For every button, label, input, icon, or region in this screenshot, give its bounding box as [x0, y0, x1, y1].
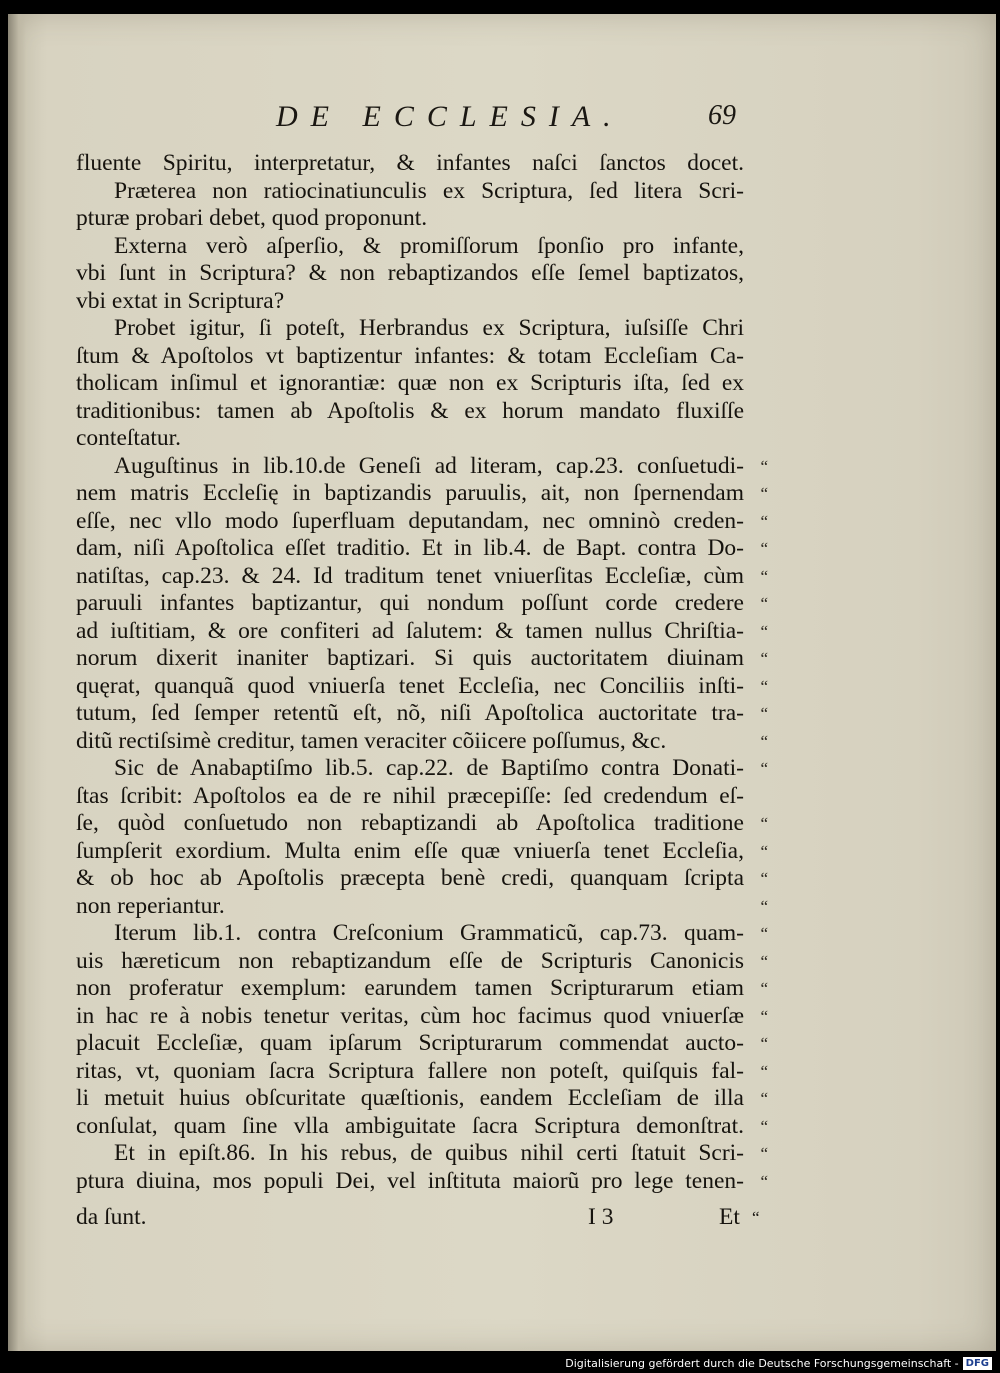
text-line: in hac re à nobis tenetur veritas, cùm hoc facimus quod vniuerſæ: [76, 1002, 744, 1029]
catchword: Et: [719, 1204, 740, 1230]
digitization-credit: [565, 1355, 992, 1371]
text-line: non reperiantur.: [76, 892, 225, 919]
quote-mark: “: [760, 951, 768, 971]
quote-mark: “: [760, 924, 768, 943]
quote-mark: “: [760, 621, 768, 641]
quote-mark: “: [760, 1061, 768, 1081]
quote-mark: “: [760, 484, 768, 503]
quote-mark: “: [760, 594, 768, 613]
running-title: DE ECCLESIA.: [276, 100, 624, 133]
quote-mark: “: [760, 704, 768, 723]
quote-mark: “: [760, 1171, 768, 1191]
quote-mark: “: [760, 511, 768, 531]
text-line: paruuli infantes baptizantur, qui nondum poſſunt corde credere: [76, 590, 744, 616]
credit-text: Digitalisierung gefördert durch die Deutsche Forschungsgemeinschaft -: [565, 1356, 959, 1370]
text-line: ad iuſtitiam, & ore confiteri ad ſalutem: & tamen nullus Chriſtia-: [76, 617, 744, 644]
quote-mark: “: [760, 979, 768, 998]
text-line: Præterea non ratiocinatiunculis ex Scriptura, ſed litera Scri-: [114, 177, 744, 204]
text-line: nem matris Eccleſię in baptizandis paruulis, ait, non ſpernendam: [76, 480, 744, 506]
page-header: [8, 100, 996, 140]
quote-mark: “: [760, 1006, 768, 1026]
text-line: conſulat, quam ſine vlla ambiguitate ſacra Scriptura demonſtrat.: [76, 1112, 744, 1139]
quote-mark: “: [760, 731, 768, 751]
dfg-logo: DFG: [963, 1357, 992, 1370]
text-line: ſe, quòd conſuetudo non rebaptizandi ab Apoſtolica traditione: [76, 810, 744, 836]
text-line: & ob hoc ab Apoſtolis præcepta benè credi, quanquam ſcripta: [76, 865, 744, 891]
quote-mark: “: [760, 566, 768, 586]
text-line: li metuit huius obſcuritate quæſtionis, eandem Eccleſiam de illa: [76, 1085, 744, 1111]
text-line: Externa verò aſperſio, & promiſſorum ſponſio pro infante,: [114, 232, 744, 259]
text-line: natiſtas, cap.23. & 24. Id traditum tenet vniuerſitas Eccleſiæ, cùm: [76, 562, 744, 589]
quote-mark: “: [760, 869, 768, 888]
quote-mark: “: [760, 841, 768, 861]
text-line: tholicam inſimul et ignorantiæ: quæ non ex Scripturis iſta, ſed ex: [76, 370, 744, 396]
text-line: conteſtatur.: [76, 425, 182, 451]
signature-mark: I 3: [588, 1204, 614, 1230]
quote-mark: “: [760, 1034, 768, 1053]
text-line: ſtum & Apoſtolos vt baptizentur infantes: & totam Eccleſiam Ca-: [76, 342, 744, 369]
text-line: Iterum lib.1. contra Creſconium Grammaticũ, cap.73. quam-: [114, 920, 744, 946]
text-line: non proferatur exemplum: earundem tamen Scripturarum etiam: [76, 975, 744, 1001]
text-line: Et in epiſt.86. In his rebus, de quibus nihil certi ſtatuit Scri-: [114, 1140, 744, 1166]
text-line: pturæ probari debet, quod proponunt.: [76, 205, 428, 231]
quote-mark: “: [760, 759, 768, 778]
quote-mark: “: [760, 1144, 768, 1163]
text-line: Auguſtinus in lib.10.de Geneſi ad literam, cap.23. conſuetudi-: [114, 452, 744, 479]
quote-mark: “: [760, 814, 768, 833]
text-line: ditũ rectiſsimè creditur, tamen veraciter cõiicere poſſumus, &c.: [76, 727, 667, 754]
text-line: uis hæreticum non rebaptizandum eſſe de Scripturis Canonicis: [76, 947, 744, 974]
text-line: fluente Spiritu, interpretatur, & infantes naſci ſanctos docet.: [76, 150, 744, 176]
text-line: Probet igitur, ſi poteſt, Herbrandus ex Scriptura, iuſsiſſe Chri: [114, 315, 744, 341]
text-line: ſumpſerit exordium. Multa enim eſſe quæ vniuerſa tenet Eccleſia,: [76, 837, 744, 864]
text-line: ſtas ſcribit: Apoſtolos ea de re nihil præcepiſſe: ſed credendum eſ-: [76, 782, 744, 809]
quote-mark: “: [760, 456, 768, 476]
text-line: norum dixerit inaniter baptizari. Si quis auctoritatem diuinam: [76, 645, 744, 671]
quote-mark: “: [752, 1208, 760, 1227]
text-line: traditionibus: tamen ab Apoſtolis & ex horum mandato fluxiſſe: [76, 397, 744, 424]
book-page: [8, 14, 996, 1351]
quote-mark: “: [760, 896, 768, 916]
text-line: ritas, vt, quoniam ſacra Scriptura fallere non poteſt, quiſquis fal-: [76, 1057, 744, 1084]
quote-mark: “: [760, 649, 768, 668]
text-line: vbi ſunt in Scriptura? & non rebaptizandos eſſe ſemel baptizatos,: [76, 260, 744, 286]
quote-mark: “: [760, 1089, 768, 1108]
text-line: ptura diuina, mos populi Dei, vel inſtituta maiorũ pro lege tenen-: [76, 1167, 744, 1194]
last-line-text: da ſunt.: [76, 1204, 147, 1230]
text-line: vbi extat in Scriptura?: [76, 287, 285, 314]
text-line: tutum, ſed ſemper retentũ eſt, nõ, niſi Apoſtolica auctoritate tra-: [76, 700, 744, 726]
text-line: placuit Eccleſiæ, quam ipſarum Scripturarum commendat aucto-: [76, 1030, 744, 1056]
page-footer: [76, 1204, 776, 1231]
text-line: quęrat, quanquã quod vniuerſa tenet Eccleſia, nec Conciliis inſti-: [76, 672, 744, 699]
quote-mark: “: [760, 539, 768, 558]
text-line: dam, niſi Apoſtolica eſſet traditio. Et in lib.4. de Bapt. contra Do-: [76, 535, 744, 561]
page-number: 69: [708, 100, 736, 131]
text-line: Sic de Anabaptiſmo lib.5. cap.22. de Baptiſmo contra Donati-: [114, 755, 744, 781]
quote-mark: “: [760, 1116, 768, 1136]
text-line: eſſe, nec vllo modo ſuperfluam deputandam, nec omninò creden-: [76, 507, 744, 534]
quote-mark: “: [760, 676, 768, 696]
